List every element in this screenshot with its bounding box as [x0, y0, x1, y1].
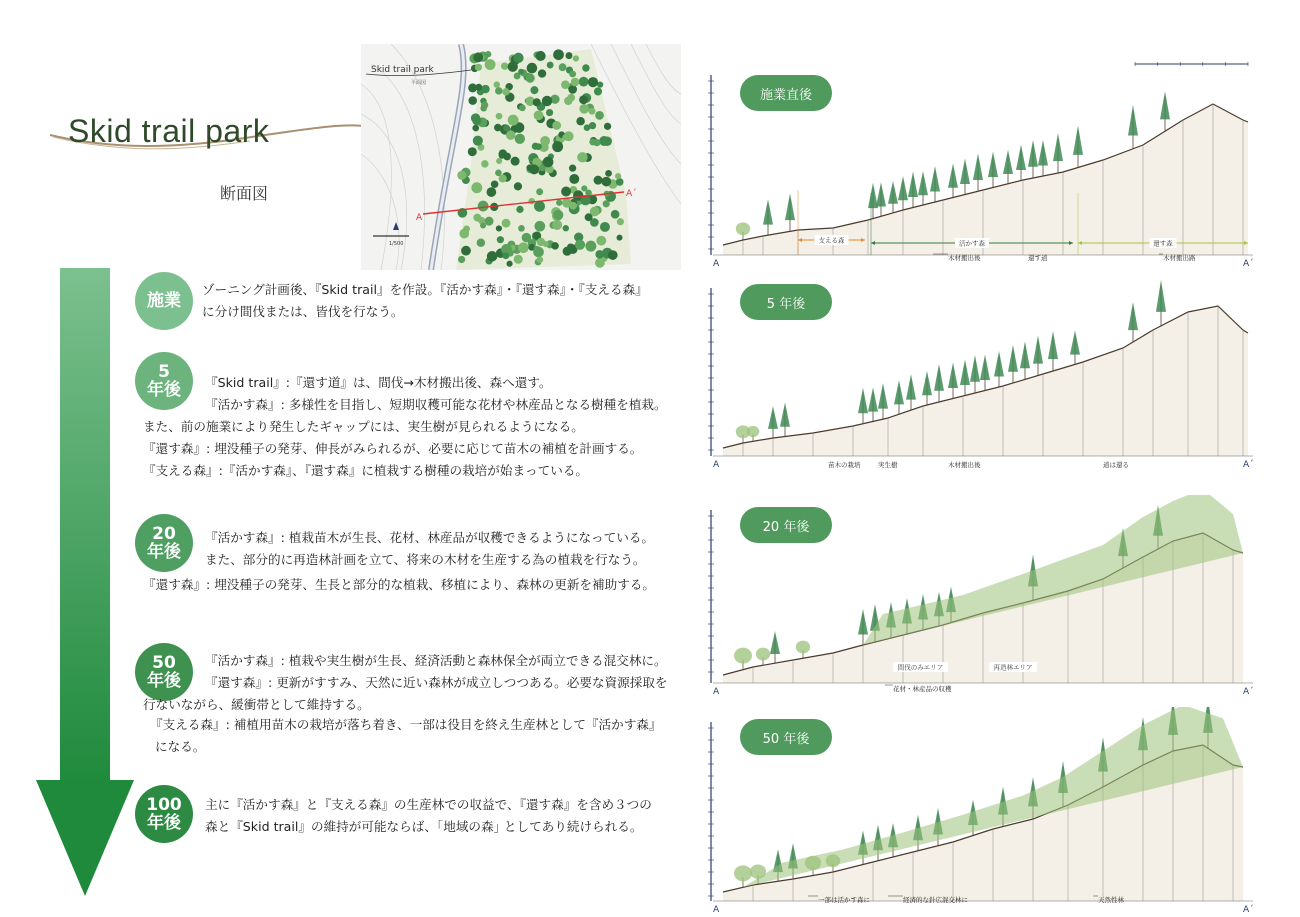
- desc-line: 『還す森』: 埋没種子の発芽、伸長がみられるが、必要に応じて苗木の補植を計画する。: [143, 441, 643, 456]
- section-annotation: 還す道: [1028, 254, 1048, 262]
- desc-line: 『活かす森』: 多様性を目指し、短期収穫可能な花材や林産品となる樹種を植栽。: [205, 397, 667, 412]
- map-tree-icon: [553, 210, 563, 220]
- conifer-tree-icon: [770, 631, 780, 654]
- map-tree-icon: [537, 256, 544, 263]
- stage-description-5-years: [205, 372, 667, 416]
- zone-label: 支える森: [818, 236, 845, 245]
- map-tree-icon: [582, 64, 589, 71]
- conifer-tree-icon: [1016, 145, 1026, 171]
- zone-label: 再造林エリア: [993, 663, 1033, 672]
- map-tree-icon: [535, 51, 545, 61]
- map-tree-icon: [595, 250, 604, 259]
- cross-section-50-years: [703, 707, 1263, 912]
- map-tree-icon: [575, 240, 585, 250]
- map-tree-icon: [506, 130, 515, 139]
- map-tree-icon: [534, 246, 540, 252]
- conifer-tree-icon: [906, 374, 916, 400]
- conifer-tree-icon: [858, 609, 868, 635]
- map-tree-icon: [585, 241, 596, 252]
- map-point-a-prime: A´: [626, 189, 637, 199]
- section-annotation: 木材搬出後: [948, 461, 981, 469]
- map-tree-icon: [481, 101, 488, 108]
- conifer-tree-icon: [1008, 345, 1018, 372]
- map-tree-icon: [563, 225, 569, 231]
- map-tree-icon: [496, 158, 502, 164]
- page-subtitle: 断面図: [220, 184, 269, 203]
- desc-line: 『支える森』: 補植用苗木の栽培が落ち着き、一部は役目を終え生産林として『活かす森』: [150, 717, 662, 732]
- stage-description-5-years-cont: [143, 416, 642, 482]
- map-tree-icon: [472, 125, 479, 132]
- zone-label: 間伐のみエリア: [897, 663, 944, 672]
- map-tree-icon: [513, 53, 523, 63]
- desc-line: 『支える森』:『活かす森』、『還す森』に植栽する樹種の栽培が始まっている。: [143, 463, 589, 478]
- timeline-arrow: [36, 268, 134, 898]
- map-tree-icon: [616, 178, 624, 186]
- map-tree-icon: [617, 218, 624, 225]
- zone-label: 還す森: [1153, 239, 1173, 248]
- section-point-a: A: [713, 905, 720, 912]
- desc-line: 森と『Skid trail』の維持が可能ならば、｢地域の森｣ としてあり続けられる。: [205, 819, 643, 834]
- conifer-tree-icon: [1070, 330, 1080, 354]
- desc-line: 『Skid trail』:『還す道』は、間伐→木材搬出後、森へ還す。: [205, 375, 552, 390]
- map-tree-icon: [502, 219, 511, 228]
- map-tree-icon: [535, 143, 542, 150]
- map-tree-icon: [494, 81, 500, 87]
- map-tree-icon: [594, 176, 603, 185]
- ground-fill: [723, 104, 1248, 255]
- map-tree-icon: [519, 105, 526, 112]
- map-tree-icon: [543, 157, 554, 168]
- stage-badge-number: 5: [158, 361, 170, 382]
- stage-badge-suffix: 年後: [147, 813, 181, 833]
- map-tree-icon: [518, 242, 529, 253]
- map-tree-icon: [536, 188, 543, 195]
- map-tree-icon: [459, 229, 469, 239]
- cross-section-5-years: [703, 278, 1263, 478]
- map-tree-icon: [534, 201, 545, 212]
- section-annotation: 天然性林: [1098, 896, 1124, 904]
- conifer-tree-icon: [894, 380, 904, 404]
- map-tree-icon: [568, 85, 577, 94]
- desc-line: 行ないながら、緩衝帯として維持する。: [143, 697, 370, 712]
- map-tree-icon: [588, 77, 598, 87]
- conifer-tree-icon: [1128, 302, 1138, 330]
- desc-line: 『還す森』: 埋没種子の発芽、生長と部分的な植栽、移植により、森林の更新を補助する。: [143, 577, 655, 592]
- conifer-tree-icon: [1053, 133, 1063, 161]
- conifer-tree-icon: [960, 159, 970, 185]
- conifer-tree-icon: [1156, 280, 1166, 312]
- map-tree-icon: [563, 247, 572, 256]
- map-tree-icon: [511, 157, 520, 166]
- map-tree-icon: [461, 246, 471, 256]
- conifer-tree-icon: [988, 152, 998, 178]
- section-annotation: 木材搬出後: [948, 254, 981, 262]
- section-pill-initial: 施業直後: [740, 75, 832, 111]
- conifer-tree-icon: [908, 172, 918, 198]
- site-plan-map: [361, 44, 681, 270]
- desc-line: また、前の施業により発生したギャップには、実生樹が見られるようになる。: [143, 419, 584, 434]
- map-tree-icon: [611, 210, 620, 219]
- section-point-a-prime: A´: [1243, 905, 1254, 912]
- map-tree-icon: [518, 69, 524, 75]
- conifer-tree-icon: [948, 363, 958, 389]
- section-point-a: A: [713, 259, 720, 269]
- section-annotation: 花材・林産品の収穫: [893, 685, 952, 693]
- map-tree-icon: [551, 242, 559, 250]
- map-tree-icon: [599, 136, 609, 146]
- conifer-tree-icon: [1038, 140, 1048, 166]
- stage-description-50-years: [205, 650, 668, 694]
- map-point-a: A: [416, 213, 423, 223]
- map-tree-icon: [605, 170, 612, 177]
- map-tree-icon: [552, 141, 563, 152]
- map-tree-icon: [471, 182, 482, 193]
- map-tree-icon: [538, 69, 546, 77]
- map-tree-icon: [485, 217, 494, 226]
- conifer-tree-icon: [948, 164, 958, 188]
- map-tree-icon: [564, 97, 572, 105]
- map-tree-icon: [468, 96, 477, 105]
- section-point-a: A: [713, 460, 720, 470]
- map-tree-icon: [507, 261, 513, 267]
- map-tree-icon: [617, 235, 623, 241]
- map-tree-icon: [475, 84, 482, 91]
- map-tree-icon: [573, 55, 579, 61]
- map-tree-icon: [533, 98, 541, 106]
- map-tree-icon: [473, 136, 483, 146]
- desc-line: 『活かす森』: 植栽苗木が生長、花材、林産品が収穫できるようになっている。: [205, 530, 655, 545]
- stage-badge-suffix: 年後: [147, 542, 181, 562]
- map-tree-icon: [501, 62, 508, 69]
- map-tree-icon: [552, 220, 562, 230]
- map-tree-icon: [561, 187, 571, 197]
- conifer-tree-icon: [934, 364, 944, 391]
- map-tree-icon: [526, 74, 535, 83]
- map-tree-icon: [514, 255, 523, 264]
- map-tree-icon: [508, 62, 518, 72]
- map-tree-icon: [537, 238, 545, 246]
- map-tree-icon: [497, 236, 504, 243]
- section-pill-20-years: 20 年後: [740, 507, 832, 543]
- stage-description-50-years-cont2: [150, 714, 662, 758]
- map-tree-icon: [589, 108, 596, 115]
- conifer-tree-icon: [785, 193, 795, 220]
- conifer-tree-icon: [1028, 140, 1038, 167]
- section-annotation: 実生樹: [878, 461, 898, 469]
- conifer-tree-icon: [973, 153, 983, 180]
- desc-line: また、部分的に再造林計画を立て、将来の木材を生産する為の植栽を行なう。: [205, 552, 646, 567]
- map-tree-icon: [579, 77, 589, 87]
- section-annotation: 木材搬出路: [1163, 254, 1196, 262]
- map-tree-icon: [514, 182, 522, 190]
- section-point-a-prime: A´: [1243, 259, 1254, 269]
- stage-badge-label: 施業: [147, 290, 181, 311]
- map-tree-icon: [559, 63, 567, 71]
- map-tree-icon: [535, 221, 546, 232]
- broadleaf-tree-icon: [734, 865, 752, 881]
- map-tree-icon: [584, 124, 591, 131]
- map-tree-icon: [499, 152, 506, 159]
- map-tree-icon: [530, 86, 538, 94]
- broadleaf-tree-icon: [734, 648, 752, 664]
- map-tree-icon: [480, 222, 486, 228]
- zone-label: 活かす森: [959, 239, 985, 248]
- conifer-tree-icon: [1048, 331, 1058, 359]
- desc-line: 『還す森』: 更新がすすみ、天然に近い森林が成立しつつある。必要な資源採取を: [205, 675, 668, 690]
- stage-badge-100-years: [135, 785, 193, 843]
- map-tree-icon: [585, 213, 593, 221]
- map-tree-icon: [496, 113, 503, 120]
- conifer-tree-icon: [888, 181, 898, 204]
- conifer-tree-icon: [930, 166, 940, 192]
- map-tree-icon: [593, 139, 600, 146]
- map-tree-icon: [566, 52, 573, 59]
- map-tree-icon: [577, 152, 587, 162]
- map-tree-icon: [496, 225, 502, 231]
- stage-badge-number: 100: [146, 794, 182, 815]
- map-tree-icon: [596, 236, 606, 246]
- conifer-tree-icon: [1160, 91, 1170, 119]
- conifer-tree-icon: [780, 403, 790, 427]
- map-tree-icon: [604, 123, 611, 130]
- map-tree-icon: [457, 171, 466, 180]
- stage-badge-initial: [135, 272, 193, 330]
- cross-section-20-years: [703, 495, 1263, 695]
- map-tree-icon: [487, 251, 498, 262]
- map-tree-icon: [508, 115, 519, 126]
- map-tree-icon: [542, 96, 552, 106]
- map-tree-icon: [601, 177, 611, 187]
- map-tree-icon: [468, 147, 477, 156]
- page-title: Skid trail park: [68, 113, 270, 149]
- conifer-tree-icon: [898, 176, 908, 200]
- conifer-tree-icon: [922, 371, 932, 395]
- map-tree-icon: [518, 225, 525, 232]
- conifer-tree-icon: [918, 171, 928, 195]
- stage-badge-5-years: [135, 352, 193, 410]
- map-tree-icon: [595, 111, 604, 120]
- map-label: Skid trail park: [371, 65, 434, 75]
- broadleaf-tree-icon: [756, 648, 770, 661]
- stage-description-100-years: [205, 794, 652, 838]
- map-tree-icon: [516, 206, 523, 213]
- stage-badge-20-years: [135, 514, 193, 572]
- map-tree-icon: [569, 174, 579, 184]
- conifer-tree-icon: [768, 406, 778, 429]
- map-tree-icon: [491, 180, 499, 188]
- broadleaf-tree-icon: [796, 641, 810, 654]
- stage-description-20-years: [205, 527, 654, 571]
- map-tree-icon: [502, 88, 509, 95]
- section-point-a: A: [713, 687, 720, 695]
- map-tree-icon: [594, 87, 602, 95]
- map-tree-icon: [546, 109, 553, 116]
- stage-badge-50-years: [135, 643, 193, 701]
- conifer-tree-icon: [1073, 126, 1083, 155]
- map-tree-icon: [527, 63, 538, 74]
- map-tree-icon: [473, 214, 481, 222]
- map-tree-icon: [603, 200, 610, 207]
- map-tree-icon: [499, 174, 507, 182]
- stage-description-20-years-cont: [143, 574, 655, 596]
- desc-line: になる。: [155, 739, 206, 754]
- section-annotation: 苗木の栽培: [828, 461, 861, 469]
- conifer-tree-icon: [1003, 150, 1013, 174]
- desc-line: に分け間伐または、皆伐を行なう。: [202, 304, 404, 319]
- map-tree-icon: [494, 124, 502, 132]
- map-tree-icon: [478, 201, 489, 212]
- stage-description-50-years-cont: [143, 694, 370, 716]
- broadleaf-tree-icon: [747, 426, 760, 437]
- section-pill-5-years: 5 年後: [740, 284, 832, 320]
- section-pill-50-years: 50 年後: [740, 719, 832, 755]
- conifer-tree-icon: [970, 355, 980, 382]
- map-tree-icon: [477, 239, 485, 247]
- section-annotation: 道は還る: [1103, 461, 1129, 469]
- map-tree-icon: [552, 121, 561, 130]
- map-tree-icon: [576, 117, 584, 125]
- conifer-tree-icon: [1033, 336, 1043, 364]
- section-annotation: 一部は活かす森に: [818, 896, 870, 904]
- map-tree-icon: [540, 136, 550, 146]
- stage-badge-number: 50: [152, 652, 176, 673]
- map-tree-icon: [562, 134, 568, 140]
- stage-badge-suffix: 年後: [147, 671, 181, 691]
- conifer-tree-icon: [763, 199, 773, 225]
- map-tree-icon: [495, 87, 502, 94]
- map-tree-icon: [569, 71, 576, 78]
- section-point-a-prime: A´: [1243, 460, 1254, 470]
- stage-badge-number: 20: [152, 523, 176, 544]
- stage-badge-suffix: 年後: [147, 380, 181, 400]
- map-tree-icon: [561, 80, 570, 89]
- map-sub-label: 平面図: [411, 80, 427, 86]
- section-point-a-prime: A´: [1243, 687, 1254, 695]
- conifer-tree-icon: [868, 387, 878, 411]
- desc-line: ゾーニング計画後、『Skid trail』を作設。『活かす森』・『還す森』・『支える森』: [202, 282, 648, 297]
- map-tree-icon: [502, 252, 509, 259]
- map-tree-icon: [534, 110, 544, 120]
- conifer-tree-icon: [1020, 341, 1030, 368]
- map-tree-icon: [569, 202, 577, 210]
- conifer-tree-icon: [960, 360, 970, 386]
- map-tree-icon: [556, 200, 562, 206]
- map-tree-icon: [571, 78, 580, 87]
- conifer-tree-icon: [1128, 105, 1138, 136]
- map-tree-icon: [579, 95, 588, 104]
- stage-description-initial: [202, 279, 648, 323]
- map-scale: 1/500: [389, 241, 404, 247]
- conifer-tree-icon: [858, 388, 868, 414]
- section-annotation: 経済的な針広混交林に: [903, 896, 968, 904]
- map-tree-icon: [579, 104, 589, 114]
- map-tree-icon: [481, 160, 488, 167]
- conifer-tree-icon: [980, 355, 990, 381]
- map-tree-icon: [600, 222, 610, 232]
- conifer-tree-icon: [994, 351, 1004, 377]
- map-tree-icon: [526, 164, 533, 171]
- map-tree-icon: [547, 62, 554, 69]
- conifer-tree-icon: [876, 182, 886, 206]
- desc-line: 主に『活かす森』と『支える森』の生産林での収益で、『還す森』を含め３つの: [205, 797, 652, 812]
- map-tree-icon: [553, 49, 564, 60]
- map-tree-icon: [458, 256, 465, 263]
- map-tree-icon: [473, 52, 483, 62]
- cross-section-initial: [703, 60, 1263, 270]
- map-tree-icon: [595, 258, 605, 268]
- map-tree-icon: [475, 64, 482, 71]
- map-tree-icon: [608, 250, 618, 260]
- broadleaf-tree-icon: [736, 222, 750, 235]
- conifer-tree-icon: [878, 383, 888, 409]
- map-tree-icon: [486, 187, 496, 197]
- map-tree-icon: [569, 165, 576, 172]
- map-tree-icon: [615, 173, 621, 179]
- map-tree-icon: [503, 125, 510, 132]
- desc-line: 『活かす森』: 植栽や実生樹が生長、経済活動と森林保全が両立できる混交林に。: [205, 653, 667, 668]
- map-tree-icon: [515, 134, 525, 144]
- map-tree-icon: [472, 116, 481, 125]
- ground-fill: [723, 306, 1248, 456]
